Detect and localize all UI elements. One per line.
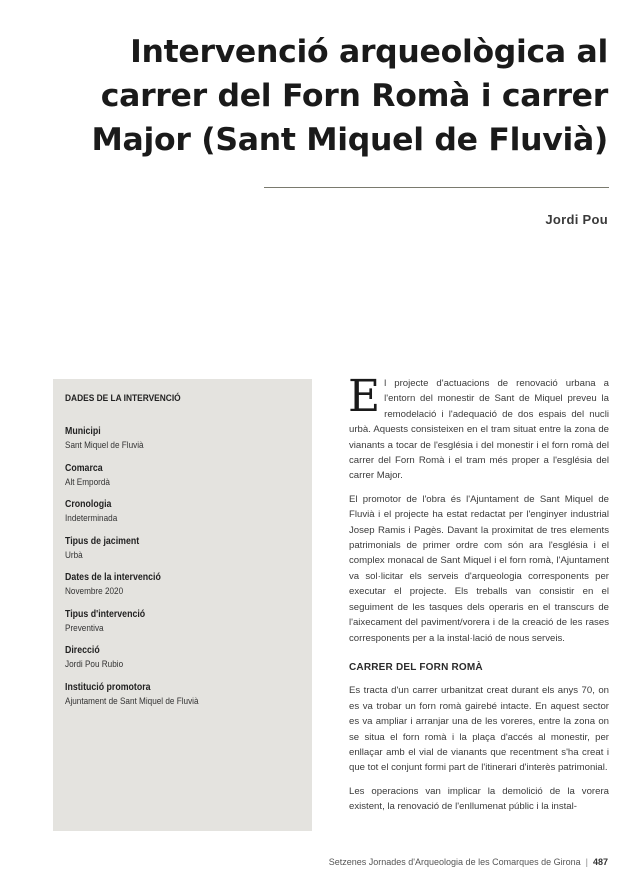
data-label: Tipus de jaciment [65, 535, 140, 547]
page-number: 487 [592, 857, 608, 867]
paragraph-intro [348, 371, 609, 484]
paragraph: El promotor de l'obra és l'Ajuntament de Sant Miquel de Fluvià i el projecte ha estat redactat per l'enginyer industrial Josep Ramis i Pagès. Davant la proximitat de tres elements patrimonials de primer ordre com són ara l'església i el complex monacal de Sant Miquel i el forn romà, l'Ajuntament va sol·licitar els serveis d'arqueologia corresponents per executar el projecte. Els treballs van consistir en el seguiment de les tasques dels operaris en el transcurs de l'aixecament del paviment/vorera i de la creació de les rases corresponents per a la instal·lació de nous serveis. [349, 493, 609, 644]
data-item-cronologia [65, 498, 300, 526]
data-value: Ajuntament de Sant Miquel de Fluvià [65, 695, 199, 707]
paragraph: Les operacions van implicar la demolició de la vorera existent, la renovació de l'enllumenat públic i la instal- [349, 785, 609, 813]
data-value: Jordi Pou Rubio [65, 659, 124, 670]
sidebar-heading: DADES DE LA INTERVENCIÓ [65, 393, 181, 404]
paragraph-text: l projecte d'actuacions de renovació urbana a l'entorn del monestir de Sant de Miquel preveu la remodelació i l'adequació de dos espais del nucli urbà. Aquests consisteixen en el tram situat entre la zona de vianants a tocar de l'església i del monestir i el forn romà del carrer del Forn Romà i el tram més proper a l'església del carrer Major. [349, 378, 609, 482]
article-body [348, 371, 609, 823]
author-name: Jordi Pou [545, 212, 608, 227]
intervention-data-box [53, 379, 312, 831]
data-value: Novembre 2020 [65, 586, 124, 597]
data-item-municipi [65, 425, 300, 453]
data-label: Institució promotora [65, 681, 151, 693]
data-value: Indeterminada [65, 513, 118, 524]
paragraph: Es tracta d'un carrer urbanitzat creat durant els anys 70, on es va trobar un forn romà gairebé intacte. En aquest sector es va ampliar i arranjar una de les voreres, entre la zona on se situa el forn romà i la plaça d'accés al monestir, per enllaçar amb el vial de vianants que recentment s'ha creat i que tot el conjunt formi part de l'itinerari d'interès patrimonial. [349, 685, 609, 774]
data-label: Comarca [65, 462, 103, 474]
data-item-tipus-intervencio [65, 608, 300, 636]
data-item-direccio [65, 644, 300, 672]
data-value: Alt Empordà [65, 476, 110, 488]
data-label: Cronologia [65, 499, 112, 510]
data-item-tipus-jaciment [65, 535, 300, 563]
data-value: Sant Miquel de Fluvià [65, 440, 144, 451]
data-value: Urbà [65, 549, 83, 561]
data-label: Direcció [65, 645, 100, 656]
section-heading: CARRER DEL FORN ROMÀ [349, 661, 483, 673]
data-item-institucio [65, 681, 300, 709]
data-label: Tipus d'intervenció [65, 608, 146, 620]
title-divider [264, 187, 609, 188]
data-label: Municipi [65, 426, 101, 437]
footer-separator: | [585, 857, 588, 867]
data-value: Preventiva [65, 622, 104, 634]
page-footer [329, 857, 608, 867]
page-title: Intervenció arqueològica al carrer del Forn Romà i carrer Major (Sant Miquel de Fluvià) [91, 34, 608, 158]
data-label: Dates de la intervenció [65, 572, 161, 583]
footer-publication: Setzenes Jornades d'Arqueologia de les Comarques de Girona [328, 857, 581, 867]
data-item-comarca [65, 462, 300, 490]
data-item-dates [65, 571, 300, 599]
drop-cap: E [348, 371, 381, 422]
